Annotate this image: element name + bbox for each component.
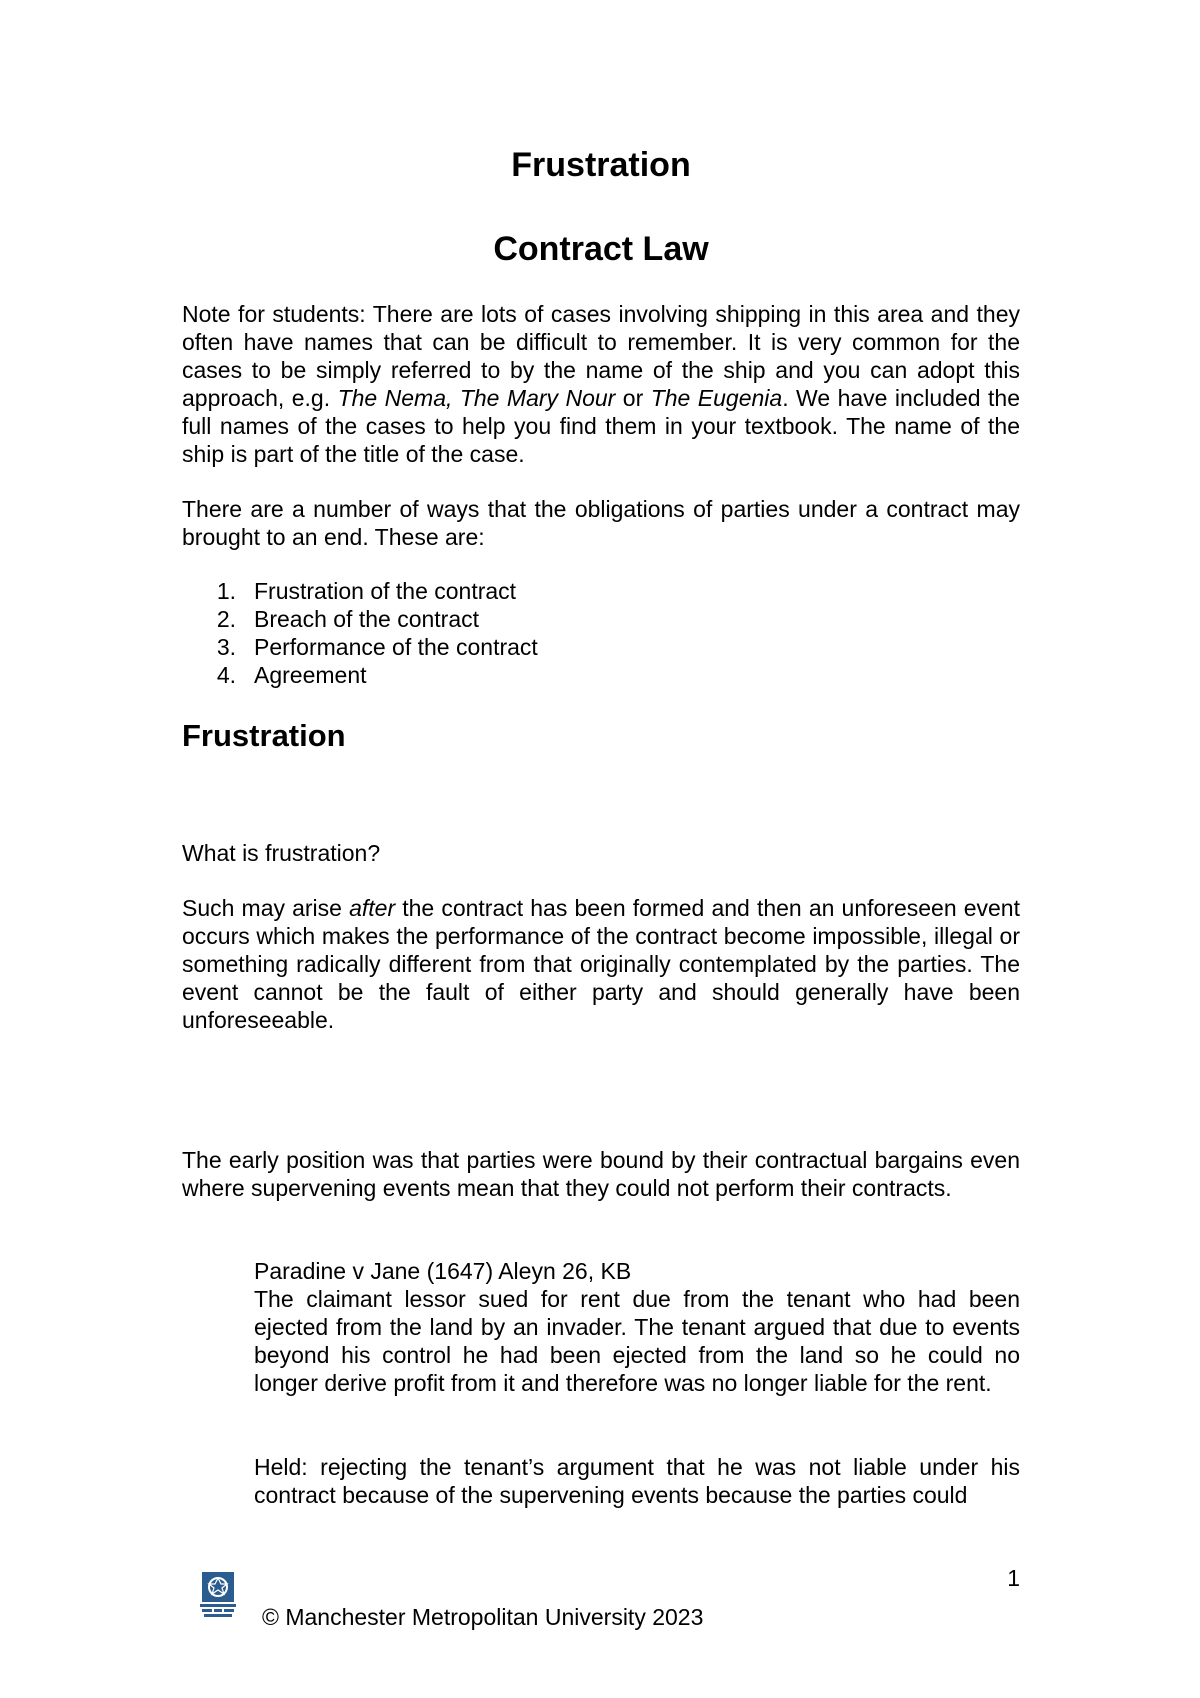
copyright-footer: © Manchester Metropolitan University 2023 [262,1604,704,1630]
early-position-paragraph: The early position was that parties were bound by their contractual bargains even where supervening events mean that they could not perform their contracts. [182,1147,1020,1201]
case-facts: The claimant lessor sued for rent due from the tenant who had been ejected from the land by an invader. The tenant argued that due to events beyond his control he had been ejected from the land so he could no longer derive profit from it and therefore was no longer liable for the rent. [254,1286,1020,1396]
list-item [182,661,538,689]
document-title: Frustration [511,146,691,184]
ship-name-nema: The Nema, [337,385,453,411]
list-item [182,605,538,633]
list-item-text: Agreement [254,662,367,688]
document-subtitle: Contract Law [493,230,709,268]
frustration-definition: Such may arise after the contract has been formed and then an unforeseen event occurs which makes the performance of the contract become impossible, illegal or something radically different from that originally contemplated by the parties. The event cannot be the fault of either party and should generally have been unforeseeable. [182,895,1020,1033]
university-crest-icon [198,1570,238,1620]
case-held: Held: rejecting the tenant’s argument that he was not liable under his contract because of the supervening events because the parties could [254,1454,1020,1508]
ways-intro: There are a number of ways that the obligations of parties under a contract may brought to an end. These are: [182,496,1020,550]
list-item-number: 3. [216,634,236,660]
ways-list [182,577,538,689]
note-for-students: Note for students: There are lots of cases involving shipping in this area and they often have names that can be difficult to remember. It is very common for the cases to be simply referred to by the name of the ship and you can adopt this approach, e.g. The Nema, The Mary Nour or The Eugenia. We have included the full names of the cases to help you find them in your textbook. The name of the ship is part of the title of the case. [182,301,1021,467]
list-item-number: 4. [216,662,236,688]
emphasis-after: after [349,895,396,921]
note-text-start: Note for students: There are lots of cases involving shipping in this area and they often have names that can be difficult to remember. It is very common for the cases to be simply referred to by the name of the ship and you can adopt this approach, e.g. [182,301,1020,411]
list-item-number: 1. [216,578,236,604]
list-item [182,577,538,605]
list-item-text: Breach of the contract [254,606,480,632]
frustration-question: What is frustration? [182,840,381,866]
list-item-number: 2. [216,606,236,632]
list-item-text: Performance of the contract [254,634,538,660]
ship-name-eugenia: The Eugenia [650,385,783,411]
list-item-text: Frustration of the contract [254,578,517,604]
page-number: 1 [1007,1565,1020,1591]
ship-name-mary-nour: The Mary Nour [459,385,616,411]
section-heading: Frustration [182,718,346,753]
note-text-end: . We have included the full names of the cases to help you find them in your textbook. The name of the ship is part of the title of the case. [182,385,1021,467]
case-name: Paradine v Jane (1647) Aleyn 26, KB [254,1258,632,1284]
list-item [182,633,538,661]
